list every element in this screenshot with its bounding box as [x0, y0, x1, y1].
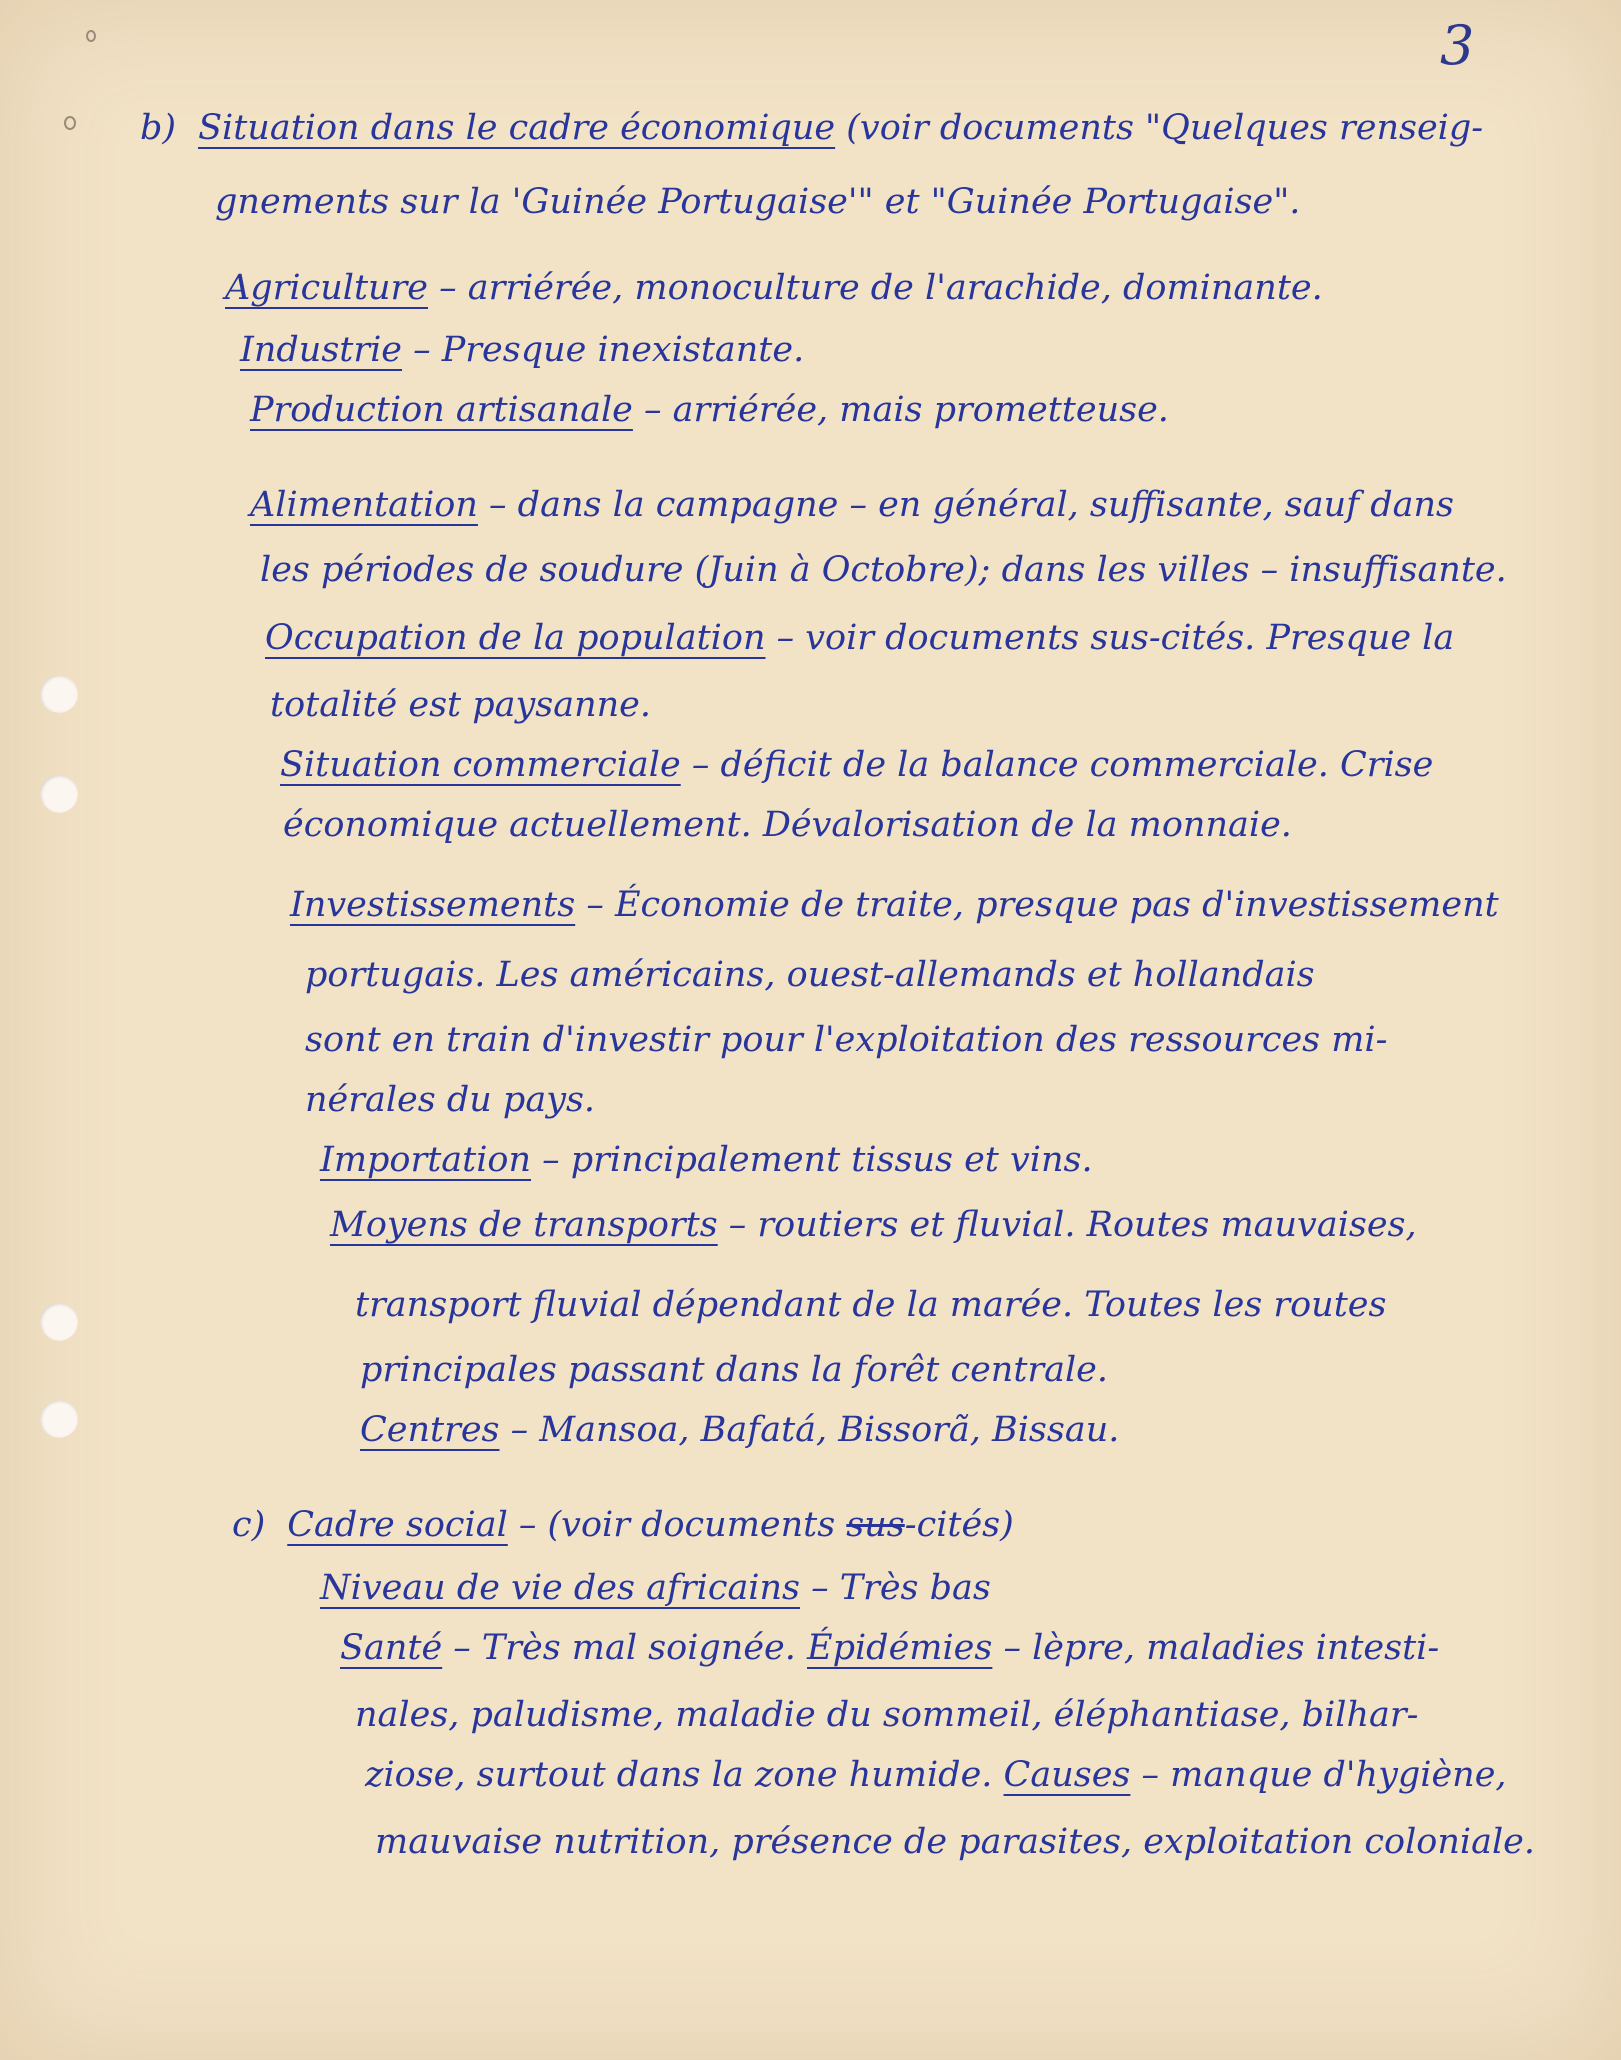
item-sante	[340, 1628, 1439, 1668]
item-label: Moyens de transports	[330, 1205, 718, 1245]
section-c-marker: c)	[232, 1505, 266, 1545]
item-industrie	[240, 330, 804, 370]
item-text: totalité est paysanne.	[270, 685, 652, 725]
item-text: – arriérée, monoculture de l'arachide, dominante.	[428, 268, 1323, 308]
item-text: – Très bas	[800, 1568, 991, 1608]
item-text: les périodes de soudure (Juin à Octobre); dans les villes – insuffisante.	[260, 550, 1507, 590]
item-alimentation-cont	[260, 550, 1507, 590]
item-moyens-transports-cont2	[360, 1350, 1108, 1390]
item-text: principales passant dans la forêt centrale.	[360, 1350, 1109, 1390]
item-text: nérales du pays.	[305, 1080, 596, 1120]
item-investissements-cont3	[305, 1080, 595, 1120]
section-c-heading: Cadre social	[287, 1505, 508, 1545]
item-niveau-de-vie	[320, 1568, 991, 1608]
item-alimentation	[250, 485, 1454, 525]
punch-hole	[40, 775, 78, 813]
paper-speck	[64, 116, 76, 130]
item-label-2: Épidémies	[807, 1628, 993, 1668]
item-text: nales, paludisme, maladie du sommeil, éléphantiase, bilhar-	[355, 1695, 1419, 1735]
item-text: économique actuellement. Dévalorisation de la monnaie.	[283, 805, 1292, 845]
page-number: 3	[1440, 14, 1475, 77]
punch-hole	[40, 1303, 78, 1341]
section-b-marker: b)	[140, 108, 177, 148]
section-b-heading-note-cont: gnements sur la 'Guinée Portugaise'" et "Guinée Portugaise".	[215, 182, 1301, 222]
item-label: Agriculture	[225, 268, 428, 308]
item-text: – principalement tissus et vins.	[531, 1140, 1093, 1180]
section-b-heading-note: (voir documents "Quelques renseig-	[846, 108, 1484, 148]
item-text: – Économie de traite, presque pas d'investissement	[575, 885, 1499, 925]
section-c-note-suffix: -cités)	[904, 1505, 1014, 1545]
item-text: – déficit de la balance commerciale. Crise	[680, 745, 1434, 785]
section-b-heading-continuation	[215, 182, 1300, 222]
item-importation	[320, 1140, 1093, 1180]
item-agriculture	[225, 268, 1323, 308]
item-text-2: – lèpre, maladies intesti-	[992, 1628, 1440, 1668]
item-investissements	[290, 885, 1499, 925]
item-label: Industrie	[240, 330, 402, 370]
paper-speck	[86, 30, 96, 42]
item-sante-cont1	[355, 1695, 1418, 1735]
item-label: Investissements	[290, 885, 576, 925]
item-text: – Mansoa, Bafatá, Bissorã, Bissau.	[499, 1410, 1120, 1450]
punch-hole	[40, 1400, 78, 1438]
item-text: portugais. Les américains, ouest-allemands et hollandais	[305, 955, 1315, 995]
item-label: Santé	[340, 1628, 443, 1668]
item-text: – Presque inexistante.	[401, 330, 805, 370]
item-production	[250, 390, 1169, 430]
item-label: Centres	[360, 1410, 500, 1450]
item-occupation-cont	[270, 685, 651, 725]
item-label-2: Causes	[1003, 1755, 1131, 1795]
item-text: transport fluvial dépendant de la marée. Toutes les routes	[355, 1285, 1387, 1325]
item-moyens-transports-cont1	[355, 1285, 1386, 1325]
item-text: – Très mal soignée.	[442, 1628, 808, 1668]
item-label: Occupation de la population	[265, 618, 766, 658]
item-label: Niveau de vie des africains	[320, 1568, 801, 1608]
item-text: sont en train d'investir pour l'exploitation des ressources mi-	[305, 1020, 1388, 1060]
section-c-heading-line	[232, 1505, 1014, 1545]
item-text: – voir documents sus-cités. Presque la	[765, 618, 1455, 658]
item-investissements-cont1	[305, 955, 1315, 995]
item-label: Importation	[320, 1140, 532, 1180]
item-occupation	[265, 618, 1454, 658]
section-c-note-prefix: – (voir documents	[507, 1505, 847, 1545]
item-centres	[360, 1410, 1119, 1450]
item-situation-commerciale	[280, 745, 1433, 785]
item-label: Alimentation	[250, 485, 478, 525]
punch-hole	[40, 675, 78, 713]
section-b-heading: Situation dans le cadre économique	[198, 108, 836, 148]
item-text: – dans la campagne – en général, suffisante, sauf dans	[477, 485, 1455, 525]
item-investissements-cont2	[305, 1020, 1387, 1060]
item-text-2: – manque d'hygiène,	[1130, 1755, 1507, 1795]
item-text: – arriérée, mais prometteuse.	[632, 390, 1169, 430]
item-label: Production artisanale	[250, 390, 633, 430]
section-c-note-struck: sus	[846, 1505, 905, 1545]
item-moyens-transports	[330, 1205, 1417, 1245]
item-situation-commerciale-cont	[283, 805, 1292, 845]
item-text: – routiers et fluvial. Routes mauvaises,	[717, 1205, 1417, 1245]
item-label: Situation commerciale	[280, 745, 681, 785]
item-text: ziose, surtout dans la zone humide.	[365, 1755, 1004, 1795]
section-b-heading-line	[140, 108, 1483, 148]
item-sante-cont3	[375, 1822, 1535, 1862]
item-sante-cont2	[365, 1755, 1507, 1795]
item-text: mauvaise nutrition, présence de parasites, exploitation coloniale.	[375, 1822, 1536, 1862]
